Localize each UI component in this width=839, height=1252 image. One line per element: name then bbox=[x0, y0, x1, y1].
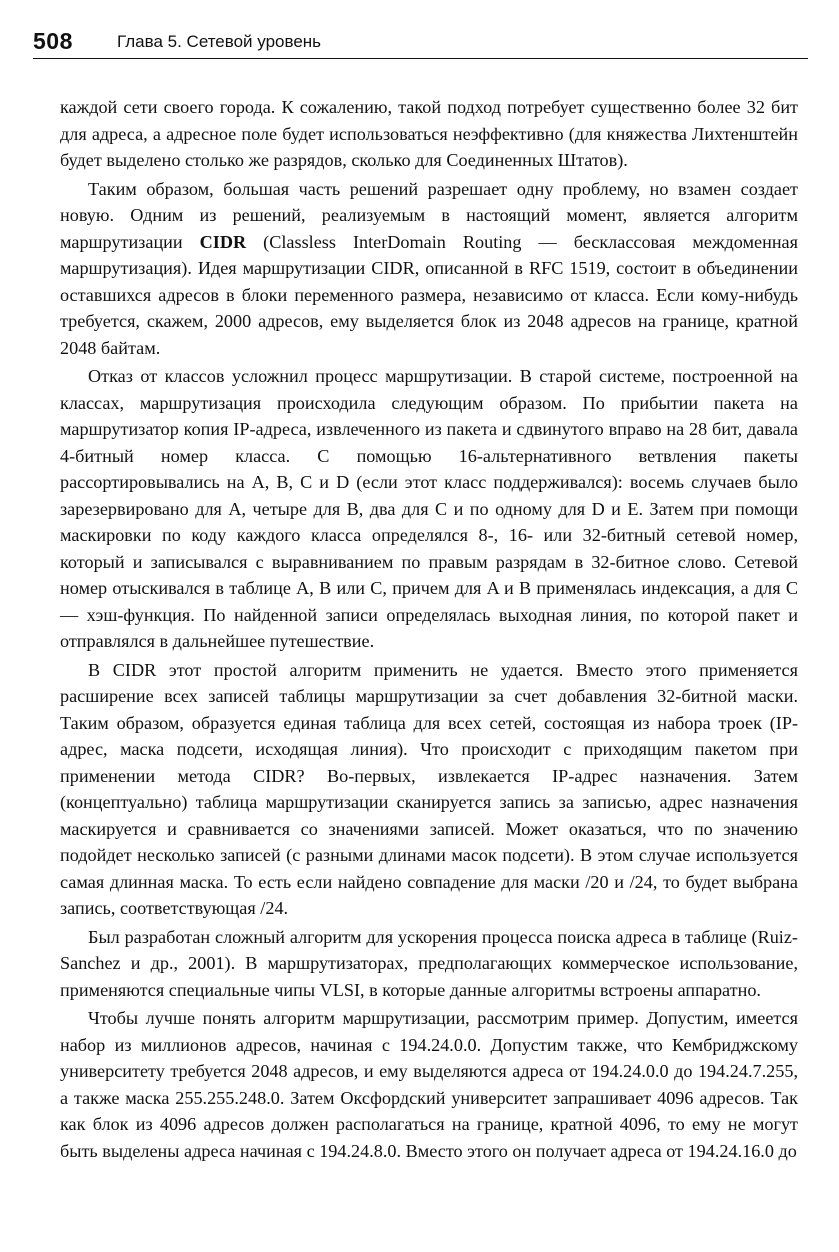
paragraph: Был разработан сложный алгоритм для ускорения процесса поиска адреса в таблице (Ruiz-Sanchez и др., 2001). В маршрутизаторах, предполагающих коммерческое использование, применяются специальные чипы VLSI, в которые данные алгоритмы встроены аппаратно. bbox=[60, 926, 798, 1000]
paragraph: Чтобы лучше понять алгоритм маршрутизации, рассмотрим пример. Допустим, имеется набор из миллионов адресов, начиная с 194.24.0.0. Допустим также, что Кембриджскому университету требуется 2048 адресов, и ему выделяются адреса от 194.24.0.0 до 194.24.7.255, а также маска 255.255.248.0. Затем Оксфордский университет запрашивает 4096 адресов. Так как блок из 4096 адресов должен располагаться на границе, кратной 4096, то ему не могут быть выделены адреса начиная с 194.24.8.0. Вместо этого он получает адреса от 194.24.16.0 до bbox=[60, 1008, 798, 1161]
text-run: Таким образом, большая часть решений разрешает одну проблему, но взамен создает новую. Одним из решений, реализуемым в настоящий момент, является алгоритм маршрутизации bbox=[60, 178, 798, 252]
term-cidr: CIDR bbox=[199, 231, 247, 252]
chapter-title: Глава 5. Сетевой уровень bbox=[117, 32, 322, 51]
text-run: (Classless InterDomain Routing — бесклассовая междоменная маршрутизация). Идея маршрутизации CIDR, описанной в RFC 1519, состоит в объединении оставшихся адресов в блоки переменного размера, независимо от класса. Если кому-нибудь требуется, скажем, 2000 адресов, ему выделяется блок из 2048 адресов на границе, кратной 2048 байтам. bbox=[60, 231, 798, 358]
body-text bbox=[60, 94, 798, 1164]
page-header bbox=[33, 26, 808, 59]
page-number: 508 bbox=[33, 28, 73, 54]
paragraph: В CIDR этот простой алгоритм применить не удается. Вместо этого применяется расширение всех записей таблицы маршрутизации за счет добавления 32-битной маски. Таким образом, образуется единая таблица для всех сетей, состоящая из набора троек (IP-адрес, маска подсети, исходящая линия). Что происходит с приходящим пакетом при применении метода CIDR? Во-первых, извлекается IP-адрес назначения. Затем (концептуально) таблица маршрутизации сканируется запись за записью, адрес назначения маскируется и сравнивается со значениями записей. Может оказаться, что по значению подойдет несколько записей (с разными длинами масок подсети). В этом случае используется самая длинная маска. То есть если найдено совпадение для маски /20 и /24, то будет выбрана запись, соответствующая /24. bbox=[60, 659, 798, 918]
paragraph: каждой сети своего города. К сожалению, такой подход потребует существенно более 32 бит для адреса, а адресное поле будет использоваться неэффективно (для княжества Лихтенштейн будет выделено столько же разрядов, сколько для Соединенных Штатов). bbox=[60, 97, 798, 170]
paragraph bbox=[60, 176, 798, 362]
paragraph: Отказ от классов усложнил процесс маршрутизации. В старой системе, построенной на классах, маршрутизация происходила следующим образом. По прибытии пакета на маршрутизатор копия IP-адреса, извлеченного из пакета и сдвинутого вправо на 28 бит, давала 4-битный номер класса. С помощью 16-альтернативного ветвления пакеты рассортировывались на A, B, C и D (если этот класс поддерживался): восемь случаев было зарезервировано для A, четыре для B, два для C и по одному для D и E. Затем при помощи маскировки по коду каждого класса определялся 8-, 16- или 32-битный сетевой номер, который и записывался с выравниванием по правым разрядам в 32-битное слово. Сетевой номер отыскивался в таблице A, B или C, причем для A и B применялась индексация, а для C — хэш-функция. По найденной записи определялась выходная линия, по которой пакет и отправлялся в дальнейшее путешествие. bbox=[60, 366, 798, 651]
